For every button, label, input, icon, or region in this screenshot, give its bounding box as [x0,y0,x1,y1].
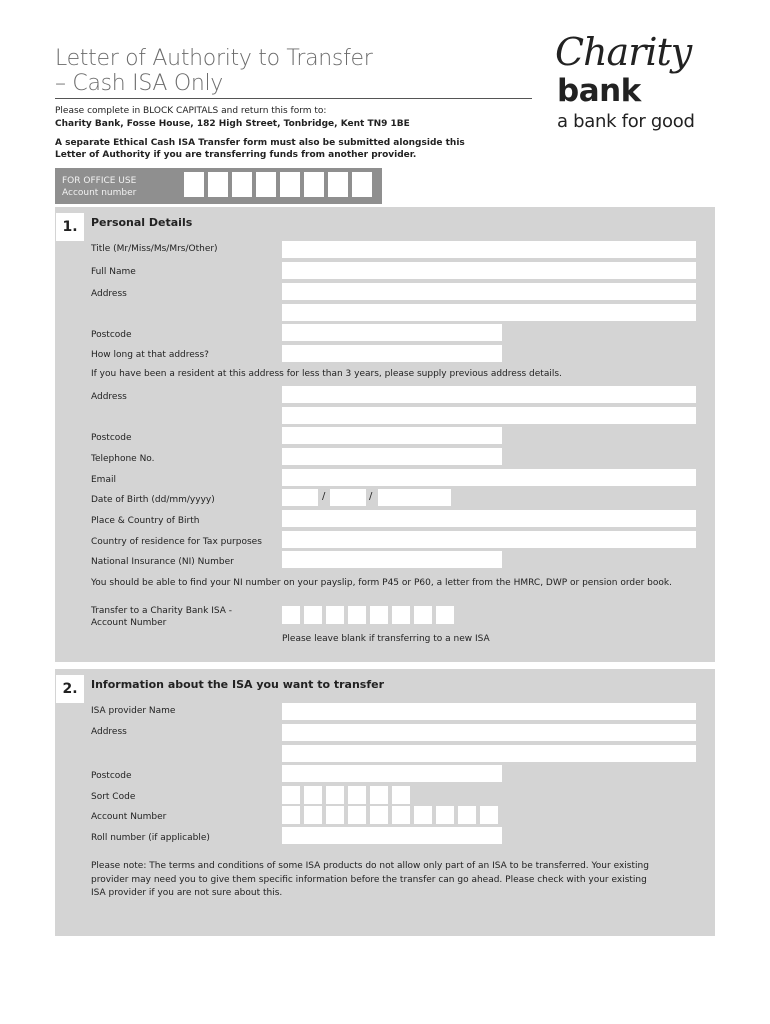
transfer-account-digit[interactable] [370,606,388,624]
intro-text [55,105,410,131]
place-of-birth-label: Place & Country of Birth [91,516,200,526]
full-name-field[interactable] [282,262,696,279]
dob-month-field[interactable] [330,489,366,506]
provider-account-digit[interactable] [480,806,498,824]
address-field-line1[interactable] [282,283,696,300]
tax-residence-label: Country of residence for Tax purposes [91,537,262,547]
provider-account-digit[interactable] [348,806,366,824]
how-long-field[interactable] [282,345,502,362]
ni-number-label: National Insurance (NI) Number [91,557,234,567]
ni-number-field[interactable] [282,551,502,568]
separate-form-note-line1: A separate Ethical Cash ISA Transfer form must also be submitted alongside this [55,138,465,148]
place-of-birth-field[interactable] [282,510,696,527]
form-title-line1: Letter of Authority to Transfer [55,46,373,71]
provider-account-digit[interactable] [326,806,344,824]
logo-tagline: a bank for good [557,111,695,132]
roll-number-field[interactable] [282,827,502,844]
previous-address-field-line2[interactable] [282,407,696,424]
dob-label: Date of Birth (dd/mm/yyyy) [91,495,215,505]
transfer-account-digit[interactable] [392,606,410,624]
office-use-label-line1: FOR OFFICE USE [62,176,137,186]
transfer-account-digit[interactable] [348,606,366,624]
provider-account-digit[interactable] [414,806,432,824]
postcode-label: Postcode [91,330,132,340]
sort-code-label: Sort Code [91,792,136,802]
provider-postcode-label: Postcode [91,771,132,781]
isa-provider-label: ISA provider Name [91,706,176,716]
telephone-field[interactable] [282,448,502,465]
previous-address-field-line1[interactable] [282,386,696,403]
transfer-account-digit[interactable] [282,606,300,624]
previous-postcode-label: Postcode [91,433,132,443]
sort-code-digit[interactable] [370,786,388,804]
sort-code-digit[interactable] [392,786,410,804]
full-name-label: Full Name [91,267,136,277]
section-1-title: Personal Details [91,216,193,229]
separate-form-note-line2: Letter of Authority if you are transferring funds from another provider. [55,150,417,160]
transfer-account-digit[interactable] [326,606,344,624]
telephone-label: Telephone No. [91,454,155,464]
form-title-line2: – Cash ISA Only [55,71,224,96]
office-account-digit[interactable] [328,172,348,197]
transfer-terms-note-line2: provider may need you to give them specific information before the transfer can go ahead. Please check with your existing [91,874,647,885]
separate-form-note [55,137,465,161]
logo-charity: Charity [555,30,692,74]
transfer-account-label-line2: Account Number [91,618,167,628]
transfer-terms-note-line3: ISA provider if you are not sure about this. [91,888,283,898]
provider-account-digit[interactable] [392,806,410,824]
office-use-label [62,175,136,199]
title-divider [55,98,532,99]
provider-account-digit[interactable] [370,806,388,824]
provider-account-number-label: Account Number [91,812,167,822]
isa-provider-field[interactable] [282,703,696,720]
dob-year-field[interactable] [378,489,451,506]
office-use-label-line2: Account number [62,188,137,198]
tax-residence-field[interactable] [282,531,696,548]
resident-note: If you have been a resident at this address for less than 3 years, please supply previous address details. [91,369,562,379]
previous-address-label: Address [91,392,127,402]
sort-code-digit[interactable] [304,786,322,804]
logo-bank: bank [557,73,641,109]
office-account-digit[interactable] [208,172,228,197]
dob-separator: / [369,491,373,502]
office-account-digit[interactable] [256,172,276,197]
postcode-field[interactable] [282,324,502,341]
section-1-number: 1. [56,213,84,241]
sort-code-digit[interactable] [282,786,300,804]
provider-postcode-field[interactable] [282,765,502,782]
transfer-account-digit[interactable] [436,606,454,624]
address-field-line2[interactable] [282,304,696,321]
sort-code-digit[interactable] [348,786,366,804]
provider-address-label: Address [91,727,127,737]
email-label: Email [91,475,116,485]
transfer-account-digit[interactable] [414,606,432,624]
title-label: Title (Mr/Miss/Ms/Mrs/Other) [91,244,218,254]
provider-account-digit[interactable] [436,806,454,824]
leave-blank-note: Please leave blank if transferring to a new ISA [282,634,490,644]
ni-note: You should be able to find your NI number on your payslip, form P45 or P60, a letter from the HMRC, DWP or pension order book. [91,578,672,588]
transfer-terms-note [91,860,649,901]
transfer-account-digit[interactable] [304,606,322,624]
provider-address-field-line2[interactable] [282,745,696,762]
transfer-account-label [91,605,232,629]
intro-instruction: Please complete in BLOCK CAPITALS and return this form to: [55,106,327,116]
provider-account-digit[interactable] [458,806,476,824]
form-title [55,46,373,96]
roll-number-label: Roll number (if applicable) [91,833,210,843]
provider-address-field-line1[interactable] [282,724,696,741]
title-field[interactable] [282,241,696,258]
address-label: Address [91,289,127,299]
provider-account-digit[interactable] [304,806,322,824]
dob-day-field[interactable] [282,489,318,506]
office-account-digit[interactable] [352,172,372,197]
office-account-digit[interactable] [304,172,324,197]
transfer-account-label-line1: Transfer to a Charity Bank ISA - [91,606,233,616]
section-2-number: 2. [56,675,84,703]
office-account-digit[interactable] [232,172,252,197]
email-field[interactable] [282,469,696,486]
dob-separator: / [322,491,326,502]
sort-code-digit[interactable] [326,786,344,804]
return-address: Charity Bank, Fosse House, 182 High Street, Tonbridge, Kent TN9 1BE [55,119,410,129]
office-account-digit[interactable] [184,172,204,197]
transfer-terms-note-line1: Please note: The terms and conditions of some ISA products do not allow only part of an ISA to be transferred. Your existing [91,861,649,871]
office-account-digit[interactable] [280,172,300,197]
how-long-label: How long at that address? [91,350,209,360]
previous-postcode-field[interactable] [282,427,502,444]
provider-account-digit[interactable] [282,806,300,824]
section-2-title: Information about the ISA you want to transfer [91,678,385,691]
